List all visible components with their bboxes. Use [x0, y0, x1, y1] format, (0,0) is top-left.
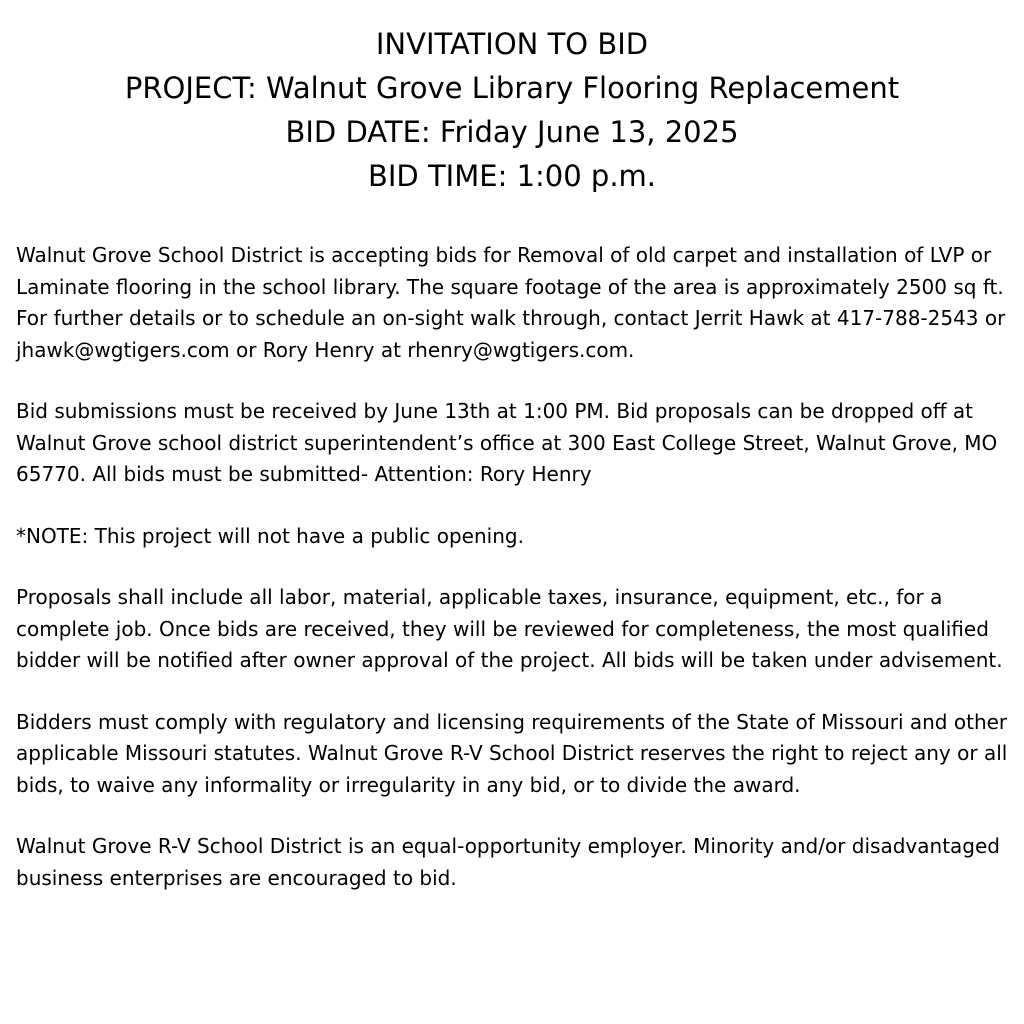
compliance-paragraph: Bidders must comply with regulatory and licensing requirements of the State of Missouri and other applicable Missouri statutes. Walnut Grove R-V School District reserves the right to reject any or all bids, to waive any informality or irregularity in any bid, or to divide the award.: [16, 709, 1008, 797]
bid-date: BID DATE: Friday June 13, 2025: [285, 115, 739, 149]
bid-time: BID TIME: 1:00 p.m.: [367, 159, 657, 193]
note-paragraph: *NOTE: This project will not have a public opening.: [16, 523, 524, 548]
project-name: PROJECT: Walnut Grove Library Flooring Replacement: [124, 71, 900, 105]
equal-opportunity-paragraph: Walnut Grove R-V School District is an equal-opportunity employer. Minority and/or disadvantaged business enterprises are encouraged to bid.: [16, 834, 1000, 890]
proposals-paragraph: Proposals shall include all labor, material, applicable taxes, insurance, equipment, etc., for a complete job. Once bids are received, they will be reviewed for completeness, the most qualified bidder will be notified after owner approval of the project. All bids will be taken under advisement.: [16, 585, 1003, 672]
submission-paragraph: Bid submissions must be received by June 13th at 1:00 PM. Bid proposals can be dropped off at Walnut Grove school district superintendent’s office at 300 East College Street, Walnut Grove, MO 65770. All bids must be submitted- Attention: Rory Henry: [16, 399, 998, 486]
scope-paragraph: Walnut Grove School District is accepting bids for Removal of old carpet and installation of LVP or Laminate flooring in the school library. The square footage of the area is approximately 2500 sq ft. For further details or to schedule an on-sight walk through, contact Jerrit Hawk at 417-788-2543 or jhawk@wgtigers.com or Rory Henry at rhenry@wgtigers.com.: [16, 243, 1006, 362]
notice-heading: [16, 22, 1008, 198]
notice-title: INVITATION TO BID: [375, 27, 649, 61]
